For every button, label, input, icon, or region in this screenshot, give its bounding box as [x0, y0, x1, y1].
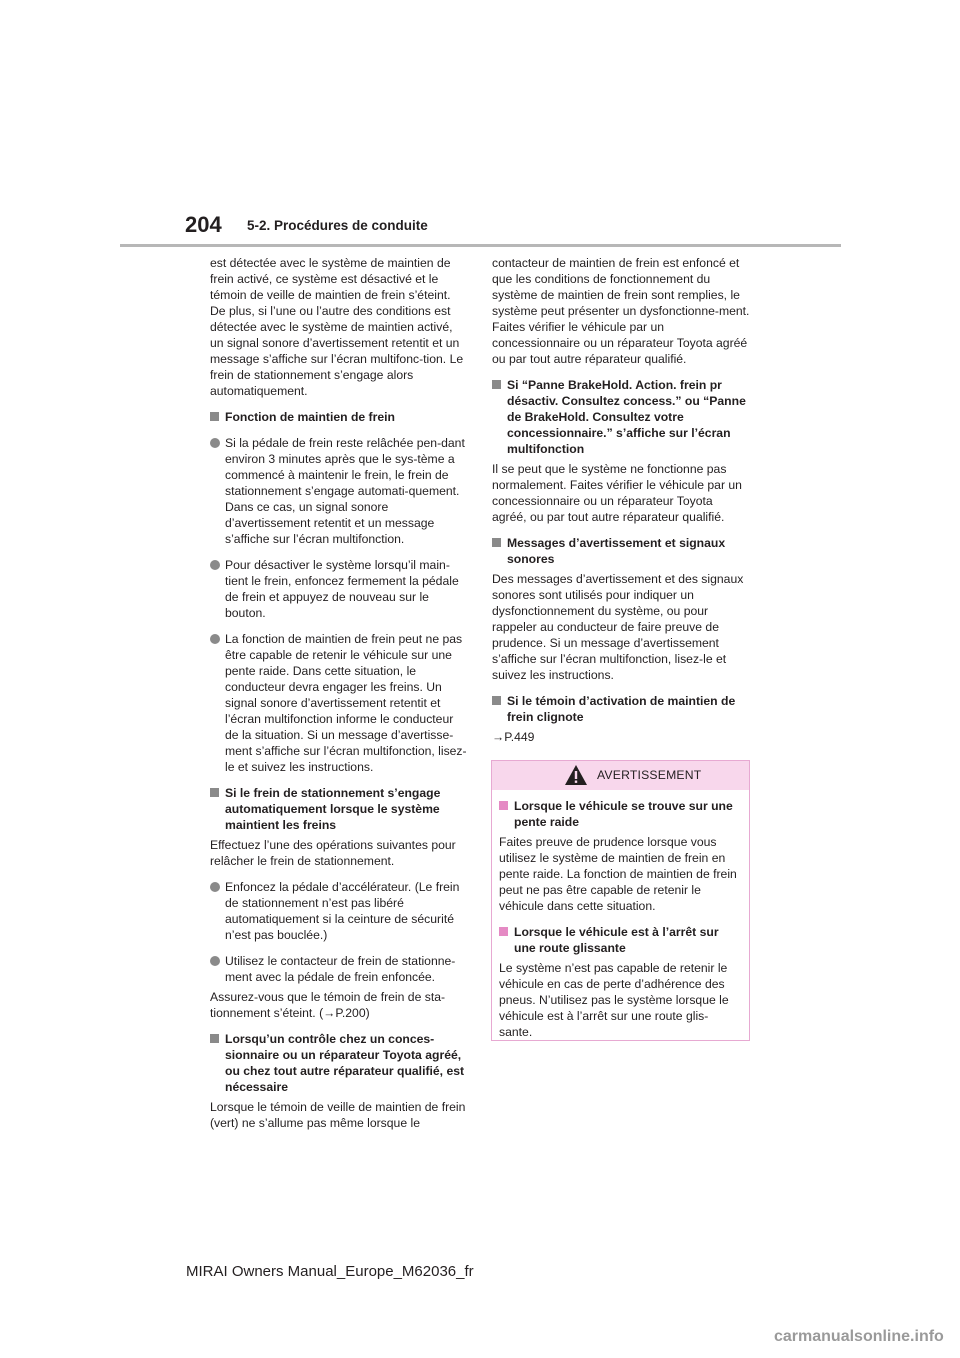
square-bullet-icon — [210, 412, 219, 421]
section-heading: Lorsqu’un contrôle chez un conces-sionnaire ou un réparateur Toyota agréé, ou chez tout autre réparateur qualifié, est nécessaire — [210, 1031, 468, 1095]
square-bullet-icon — [492, 538, 501, 547]
warning-title: AVERTISSEMENT — [597, 768, 702, 782]
intro-paragraph: est détectée avec le système de maintien de frein activé, ce système est désactivé et le témoin de veille de maintien de frein s’éteint. De plus, si l’une ou l’autre des conditions est détectée avec le système de maintien activé, un signal sonore d’avertissement retentit et un message s’affiche sur l’écran multifonc-tion. Le frein de stationnement s’engage alors automatiquement. — [210, 256, 464, 398]
square-bullet-icon — [499, 927, 508, 936]
warning-paragraph: Faites preuve de prudence lorsque vous utilisez le système de maintien de frein en pente raide. La fonction de maintien de frein peut ne pas être capable de retenir le véhicule dans cette situation. — [499, 835, 737, 913]
warning-heading: Lorsque le véhicule est à l’arrêt sur une route glissante — [499, 924, 739, 956]
bullet-item: Pour désactiver le système lorsqu’il main-tient le frein, enfoncez fermement la pédale de frein et appuyez de nouveau sur le bouton. — [210, 557, 468, 621]
square-bullet-icon — [210, 788, 219, 797]
warning-paragraph: Le système n’est pas capable de retenir le véhicule en cas de perte d’adhérence des pneus. N’utilisez pas le système lorsque le véhicule est à l’arrêt sur une route glis-sante. — [499, 961, 729, 1039]
warning-heading: Lorsque le véhicule se trouve sur une pente raide — [499, 798, 739, 830]
square-bullet-icon — [492, 380, 501, 389]
section-title: 5-2. Procédures de conduite — [247, 218, 428, 233]
bullet-item: La fonction de maintien de frein peut ne pas être capable de retenir le véhicule sur une pente raide. Dans cette situation, le conducteur devra engager les freins. Un signal sonore d’avertissement retentit et l’écran multifonction informe le conducteur de la situation. Si un message d’avertisse-ment s’affiche sur l’écran multifonction, lisez-le et suivez les instructions. — [210, 631, 468, 775]
bullet-item: Enfoncez la pédale d’accélérateur. (Le frein de stationnement n’est pas libéré automatiquement si la ceinture de sécurité n’est pas bouclée.) — [210, 879, 468, 943]
body-paragraph: Il se peut que le système ne fonctionne pas normalement. Faites vérifier le véhicule par un concessionnaire ou un réparateur Toyota agréé, ou par tout autre réparateur qualifié. — [492, 462, 742, 524]
section-heading: Si le témoin d’activation de maintien de frein clignote — [492, 693, 750, 725]
square-bullet-icon — [210, 1034, 219, 1043]
circle-bullet-icon — [210, 634, 220, 644]
bullet-item: Utilisez le contacteur de frein de stationne-ment avec la pédale de frein enfoncée. — [210, 953, 468, 985]
header-divider — [120, 244, 841, 247]
warning-box — [491, 760, 750, 1041]
warning-header — [492, 761, 749, 790]
circle-bullet-icon — [210, 438, 220, 448]
square-bullet-icon — [499, 801, 508, 810]
body-paragraph: contacteur de maintien de frein est enfoncé et que les conditions de fonctionnement du système de maintien de frein sont remplies, le système peut présenter un dysfonctionne-ment. Faites vérifier le véhicule par un concessionnaire ou un réparateur Toyota agréé ou par tout autre réparateur qualifié. — [492, 256, 750, 366]
page-number: 204 — [185, 212, 222, 237]
bullet-item: Si la pédale de frein reste relâchée pen-dant environ 3 minutes après que le sys-tème a commencé à maintenir le frein, le frein de stationnement s’engage automati-quement. Dans ce cas, un signal sonore d’avertissement retentit et un message s’affiche sur l’écran multifonction. — [210, 435, 468, 547]
body-paragraph: Des messages d’avertissement et des signaux sonores sont utilisés pour indiquer un dysfonctionnement du système, ou pour rappeler au conducteur de faire preuve de prudence. Si un message d’avertissement s’affiche sur l’écran multifonction, lisez-le et suivez les instructions. — [492, 572, 744, 682]
manual-name: MIRAI Owners Manual_Europe_M62036_fr — [186, 1263, 474, 1280]
section-heading: Si “Panne BrakeHold. Action. frein pr désactiv. Consultez concess.” ou “Panne de BrakeHold. Consultez votre concessionnaire.” s’affiche sur l’écran multifonction — [492, 377, 750, 457]
body-paragraph: Effectuez l’une des opérations suivantes pour relâcher le frein de stationnement. — [210, 838, 456, 868]
circle-bullet-icon — [210, 882, 220, 892]
square-bullet-icon — [492, 696, 501, 705]
section-heading: Si le frein de stationnement s’engage automatiquement lorsque le système maintient les freins — [210, 785, 468, 833]
watermark: carmanualsonline.info — [774, 1328, 944, 1345]
section-heading: Messages d’avertissement et signaux sonores — [492, 535, 750, 567]
circle-bullet-icon — [210, 560, 220, 570]
section-heading: Fonction de maintien de frein — [210, 409, 468, 425]
page-reference-link[interactable]: →P.449 — [492, 730, 535, 744]
body-paragraph: Assurez-vous que le témoin de frein de sta-tionnement s’éteint. (→P.200) — [210, 990, 446, 1020]
warning-triangle-icon — [564, 764, 588, 786]
warning-body — [492, 790, 749, 1040]
circle-bullet-icon — [210, 956, 220, 966]
right-column — [492, 255, 750, 755]
left-column — [210, 255, 468, 1141]
body-paragraph: Lorsque le témoin de veille de maintien de frein (vert) ne s’allume pas même lorsque le — [210, 1100, 466, 1130]
